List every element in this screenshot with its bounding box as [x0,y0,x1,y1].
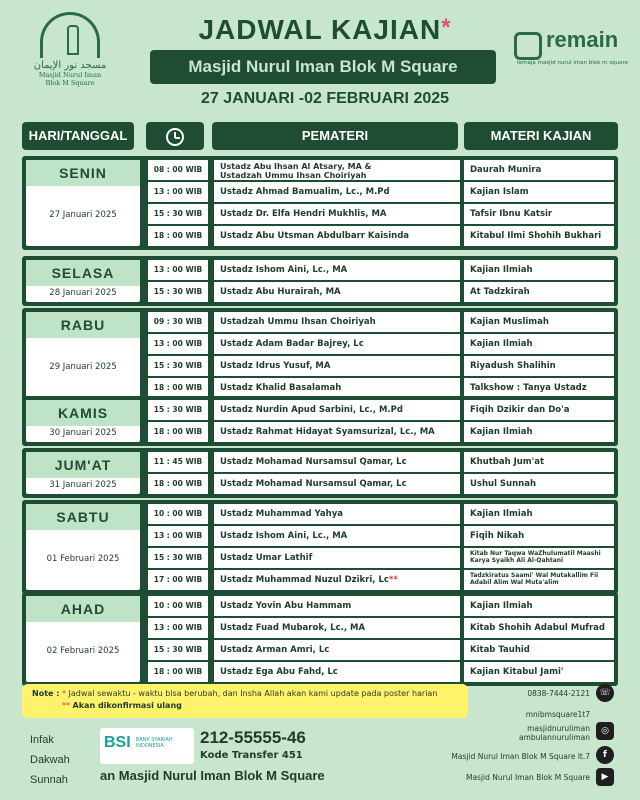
bank-name: BSI [104,733,131,751]
session-topic: Tafsir Ibnu Katsir [464,204,614,224]
session-time: 18 : 00 WIB [148,474,208,494]
session-topic [464,570,614,590]
session-topic [464,548,614,568]
session-topic: Kajian Islam [464,182,614,202]
session-topic: At Tadzkirah [464,282,614,302]
session-speaker [214,334,460,354]
session-time: 17 : 00 WIB [148,570,208,590]
page-header [150,14,500,46]
day-block [22,592,618,686]
session-speaker [214,378,460,398]
session-speaker-name: Ustadz Abu Hurairah, MA [220,287,341,297]
session-speaker-name: Ustadz Mohamad Nursamsul Qamar, Lc [220,457,407,467]
note-mark-1: * [61,689,66,698]
session-speaker-name: Ustadz Arman Amri, Lc [220,645,330,655]
session-topic: Kajian Ilmiah [464,260,614,280]
donation-label [30,730,70,790]
contact-instagram-1: mnibmsquare1t7 [525,710,590,719]
whatsapp-icon: ☏ [596,684,614,702]
session-topic: Kitab Tauhid [464,640,614,660]
contact-phone: 0838-7444-2121 [527,689,590,698]
bank-logo [100,728,194,764]
session-time: 08 : 00 WIB [148,160,208,180]
session-time: 15 : 30 WIB [148,204,208,224]
session-time: 18 : 00 WIB [148,662,208,682]
column-header-topic: MATERI KAJIAN [464,122,618,150]
session-speaker [214,312,460,332]
session-time: 11 : 45 WIB [148,452,208,472]
day-block [22,500,618,594]
day-cell [26,160,140,246]
day-date: 02 Februari 2025 [46,646,120,656]
donation-label-3: Sunnah [30,774,68,786]
session-time: 18 : 00 WIB [148,226,208,246]
session-speaker [214,596,460,616]
logo-line1: Masjid Nurul Iman [38,71,102,79]
session-topic: Kajian Ilmiah [464,422,614,442]
day-cell [26,400,140,442]
title-mark: * [441,14,452,41]
session-topic: Fiqih Dzikir dan Do'a [464,400,614,420]
session-time: 13 : 00 WIB [148,182,208,202]
mosque-dome-icon [40,12,100,58]
session-time: 15 : 30 WIB [148,356,208,376]
session-speaker [214,452,460,472]
session-speaker-name: Ustadz Nurdin Apud Sarbini, Lc., M.Pd [220,405,403,415]
youtube-icon: ▶ [596,768,614,786]
session-speaker [214,226,460,246]
session-speaker-line: Ustadzah Ummu Ihsan Choiriyah [220,171,367,180]
session-speaker-name: Ustadz Mohamad Nursamsul Qamar, Lc [220,479,407,489]
session-speaker [214,160,460,180]
account-number: 212-55555-46 [200,728,306,747]
session-speaker-name: Ustadzah Ummu Ihsan Choiriyah [220,317,376,327]
session-topic: Kajian Ilmiah [464,334,614,354]
session-speaker [214,422,460,442]
session-speaker-name: Ustadz Idrus Yusuf, MA [220,361,331,371]
session-time: 10 : 00 WIB [148,596,208,616]
session-time: 18 : 00 WIB [148,378,208,398]
note-text-2: Akan dikonfirmasi ulang [72,701,182,710]
day-name: AHAD [26,596,140,622]
day-block [22,156,618,250]
contact-facebook: Masjid Nurul Iman Blok M Square lt.7 [451,752,590,761]
day-name: KAMIS [26,400,140,426]
day-name: RABU [26,312,140,338]
page-title-text: JADWAL KAJIAN [198,14,442,45]
day-block [22,256,618,306]
session-speaker-name: Ustadz Rahmat Hidayat Syamsurizal, Lc., MA [220,427,435,437]
session-time: 15 : 30 WIB [148,400,208,420]
day-cell [26,452,140,494]
day-block [22,396,618,446]
day-date: 30 Januari 2025 [49,428,117,438]
contact-youtube: Masjid Nurul Iman Blok M Square [465,773,590,782]
account-holder: an Masjid Nurul Iman Blok M Square [100,768,325,783]
session-speaker [214,400,460,420]
session-speaker-name: Ustadz Fuad Mubarok, Lc., MA [220,623,366,633]
session-topic: Kajian Ilmiah [464,596,614,616]
session-topic: Khutbah Jum'at [464,452,614,472]
note-mark-2: ** [62,701,70,710]
session-speaker [214,570,460,590]
note-text-1: Jadwal sewaktu - waktu bisa berubah, dan Insha Allah akan kami update pada poster harian [68,689,438,698]
day-date: 28 Januari 2025 [49,288,117,298]
column-header-time [146,122,204,150]
day-block [22,448,618,498]
column-header-speaker: PEMATERI [212,122,458,150]
session-topic-line: Kitab Nur Taqwa WaZhulumatil Maashi [470,550,601,557]
transfer-code: Kode Transfer 451 [200,750,303,761]
session-topic: Kajian Muslimah [464,312,614,332]
session-topic: Kitab Shohih Adabul Mufrad [464,618,614,638]
contact-instagram-3: ambulannuruliman [518,733,590,742]
logo-line2: Blok M Square [45,79,95,87]
instagram-icon: ◎ [596,722,614,740]
logo-arabic-text: مسجد نور الإيمان [33,60,107,71]
session-speaker-name: Ustadz Abu Utsman Abdulbarr Kaisinda [220,231,410,241]
session-topic: Kajian Kitabul Jami' [464,662,614,682]
remain-brand: remain [546,27,619,52]
session-speaker-name: Ustadz Khalid Basalamah [220,383,342,393]
session-speaker-name: Ustadz Ishom Aini, Lc., MA [220,531,348,541]
session-topic-line: Tadzkiratus Saami' Wal Mutakallim Fii [470,572,599,579]
session-speaker-name: Ustadz Adam Badar Bajrey, Lc [220,339,364,349]
session-time: 15 : 30 WIB [148,282,208,302]
session-time: 09 : 30 WIB [148,312,208,332]
session-speaker-name: Ustadz Muhammad Nuzul Dzikri, Lc [220,575,389,585]
day-cell [26,312,140,398]
session-speaker [214,504,460,524]
session-time: 13 : 00 WIB [148,334,208,354]
session-topic: Daurah Munira [464,160,614,180]
session-speaker-name: Ustadz Ishom Aini, Lc., MA [220,265,348,275]
note-line-1 [32,688,458,700]
donation-label-2: Dakwah [30,754,70,766]
note-label: Note : [32,689,60,698]
session-speaker [214,526,460,546]
facebook-icon: f [596,746,614,764]
remain-tagline: remaja masjid nurul iman blok m square [516,60,628,66]
session-speaker [214,640,460,660]
session-speaker [214,182,460,202]
session-time: 13 : 00 WIB [148,526,208,546]
page-title [150,14,500,46]
day-date: 01 Februari 2025 [46,554,120,564]
session-topic: Kitabul Ilmi Shohih Bukhari [464,226,614,246]
session-speaker [214,474,460,494]
day-cell [26,504,140,590]
session-topic: Kajian Ilmiah [464,504,614,524]
session-time: 13 : 00 WIB [148,260,208,280]
session-speaker-name: Ustadz Umar Lathif [220,553,313,563]
session-speaker-name: Ustadz Dr. Elfa Hendri Mukhlis, MA [220,209,387,219]
session-speaker [214,204,460,224]
session-speaker [214,260,460,280]
column-header-day: HARI/TANGGAL [22,122,134,150]
day-date: 31 Januari 2025 [49,480,117,490]
clock-icon [166,128,184,146]
page-subtitle: Masjid Nurul Iman Blok M Square [150,50,496,84]
day-block [22,308,618,402]
date-range: 27 JANUARI -02 FEBRUARI 2025 [200,90,450,107]
contact-instagram-2: masjidnuruliman [527,724,590,733]
session-time: 18 : 00 WIB [148,422,208,442]
note-line-2 [32,700,458,712]
session-time: 10 : 00 WIB [148,504,208,524]
day-date: 29 Januari 2025 [49,362,117,372]
session-speaker-name: Ustadz Muhammad Yahya [220,509,343,519]
confirm-mark: ** [388,575,398,585]
session-speaker-name: Ustadz Ahmad Bamualim, Lc., M.Pd [220,187,390,197]
session-speaker [214,356,460,376]
session-topic: Talkshow : Tanya Ustadz [464,378,614,398]
session-topic-line: Karya Syaikh Ali Al-Qahtani [470,557,564,564]
session-time: 13 : 00 WIB [148,618,208,638]
donation-label-1: Infak [30,734,54,746]
session-topic-line: Adabil Alim Wal Muta'alim [470,579,559,586]
session-time: 15 : 30 WIB [148,640,208,660]
day-name: SENIN [26,160,140,186]
session-speaker [214,282,460,302]
bank-subtitle: BANK SYARIAH INDONESIA [135,736,173,749]
day-name: SELASA [26,260,140,286]
remain-logo [512,27,628,66]
session-time: 15 : 30 WIB [148,548,208,568]
session-speaker-name: Ustadz Yovin Abu Hammam [220,601,352,611]
session-topic: Fiqih Nikah [464,526,614,546]
session-speaker [214,618,460,638]
day-date: 27 Januari 2025 [49,210,117,220]
session-speaker-line: Ustadz Abu Ihsan Al Atsary, MA & [220,162,372,171]
day-cell [26,596,140,682]
session-topic: Ushul Sunnah [464,474,614,494]
session-topic: Riyadush Shalihin [464,356,614,376]
mosque-logo [30,12,110,92]
session-speaker [214,662,460,682]
remain-logo-icon [514,32,542,60]
day-cell [26,260,140,302]
session-speaker [214,548,460,568]
note-box [22,684,468,718]
day-name: JUM'AT [26,452,140,478]
session-speaker-name: Ustadz Ega Abu Fahd, Lc [220,667,338,677]
day-name: SABTU [26,504,140,530]
